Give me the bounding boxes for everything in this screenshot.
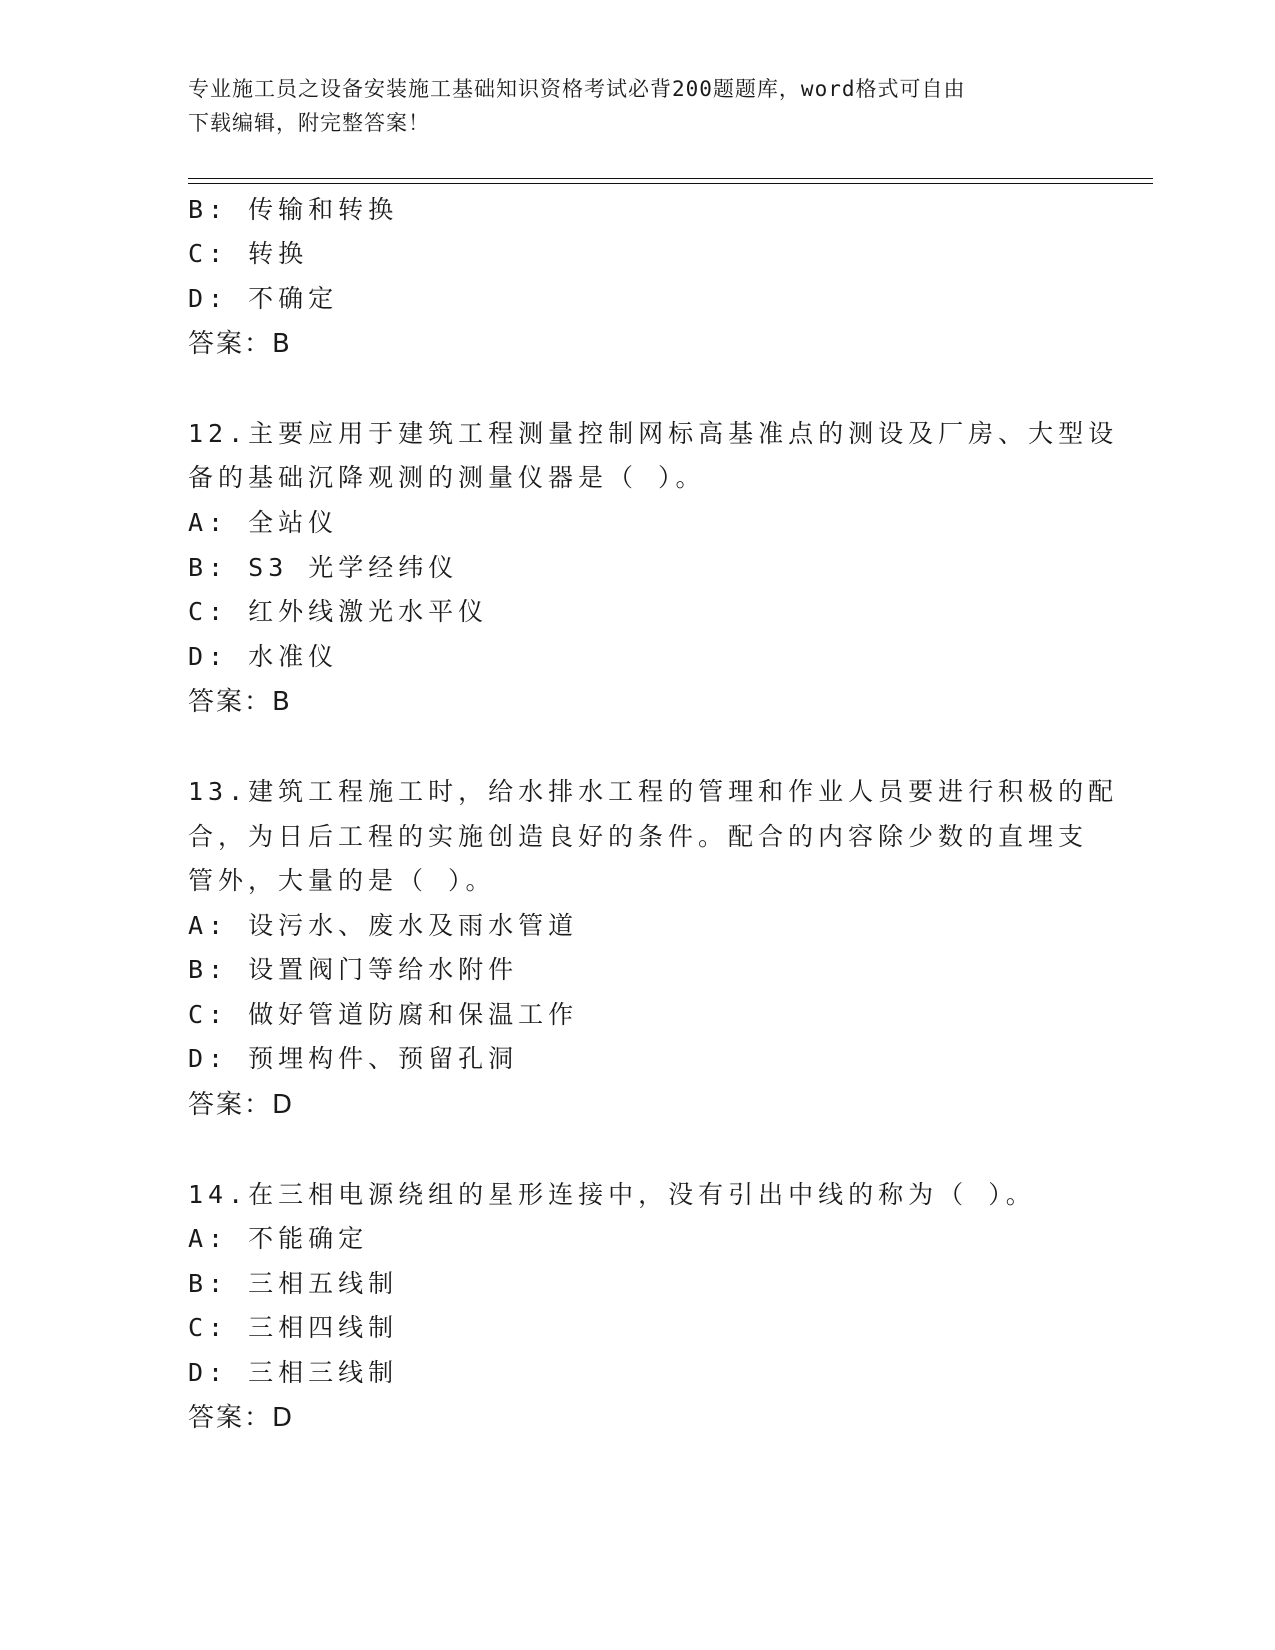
q11-option-b: B: 传输和转换 [188, 195, 399, 224]
header-divider-bottom [188, 183, 1153, 184]
header-line-1: 专业施工员之设备安装施工基础知识资格考试必背200题题库，word格式可自由 [188, 77, 966, 101]
q13-stem-line-2: 合，为日后工程的实施创造良好的条件。配合的内容除少数的直埋支 [188, 822, 1089, 851]
q12-stem-line-2: 备的基础沉降观测的测量仪器是（ ）。 [188, 463, 706, 492]
q14-stem-line-1: 14.在三相电源绕组的星形连接中，没有引出中线的称为（ ）。 [188, 1180, 1036, 1209]
q12-answer: 答案：B [188, 687, 292, 717]
header-divider-top [188, 178, 1153, 179]
q11-answer: 答案：B [188, 329, 292, 359]
q13-answer: 答案：D [188, 1090, 295, 1120]
q13-stem-line-1: 13.建筑工程施工时，给水排水工程的管理和作业人员要进行积极的配 [188, 777, 1119, 806]
header-line-2: 下载编辑，附完整答案！ [188, 111, 430, 135]
q11-option-c: C: 转换 [188, 239, 309, 268]
q14-option-a: A: 不能确定 [188, 1224, 369, 1253]
q12-stem-line-1: 12.主要应用于建筑工程测量控制网标高基准点的测设及厂房、大型设 [188, 419, 1119, 448]
q12-option-d: D: 水准仪 [188, 642, 339, 671]
q13-option-c: C: 做好管道防腐和保温工作 [188, 1000, 579, 1029]
q13-option-d: D: 预埋构件、预留孔洞 [188, 1044, 519, 1073]
q13-option-b: B: 设置阀门等给水附件 [188, 955, 519, 984]
q13-stem-line-3: 管外，大量的是（ ）。 [188, 866, 496, 895]
q14-option-b: B: 三相五线制 [188, 1269, 399, 1298]
q13-option-a: A: 设污水、废水及雨水管道 [188, 911, 579, 940]
q14-option-c: C: 三相四线制 [188, 1313, 399, 1342]
q12-option-b: B: S3 光学经纬仪 [188, 553, 459, 582]
q11-option-d: D: 不确定 [188, 284, 339, 313]
q12-option-a: A: 全站仪 [188, 508, 339, 537]
q14-option-d: D: 三相三线制 [188, 1358, 399, 1387]
q12-option-c: C: 红外线激光水平仪 [188, 597, 489, 626]
q14-answer: 答案：D [188, 1403, 295, 1433]
document-header [188, 72, 1088, 140]
